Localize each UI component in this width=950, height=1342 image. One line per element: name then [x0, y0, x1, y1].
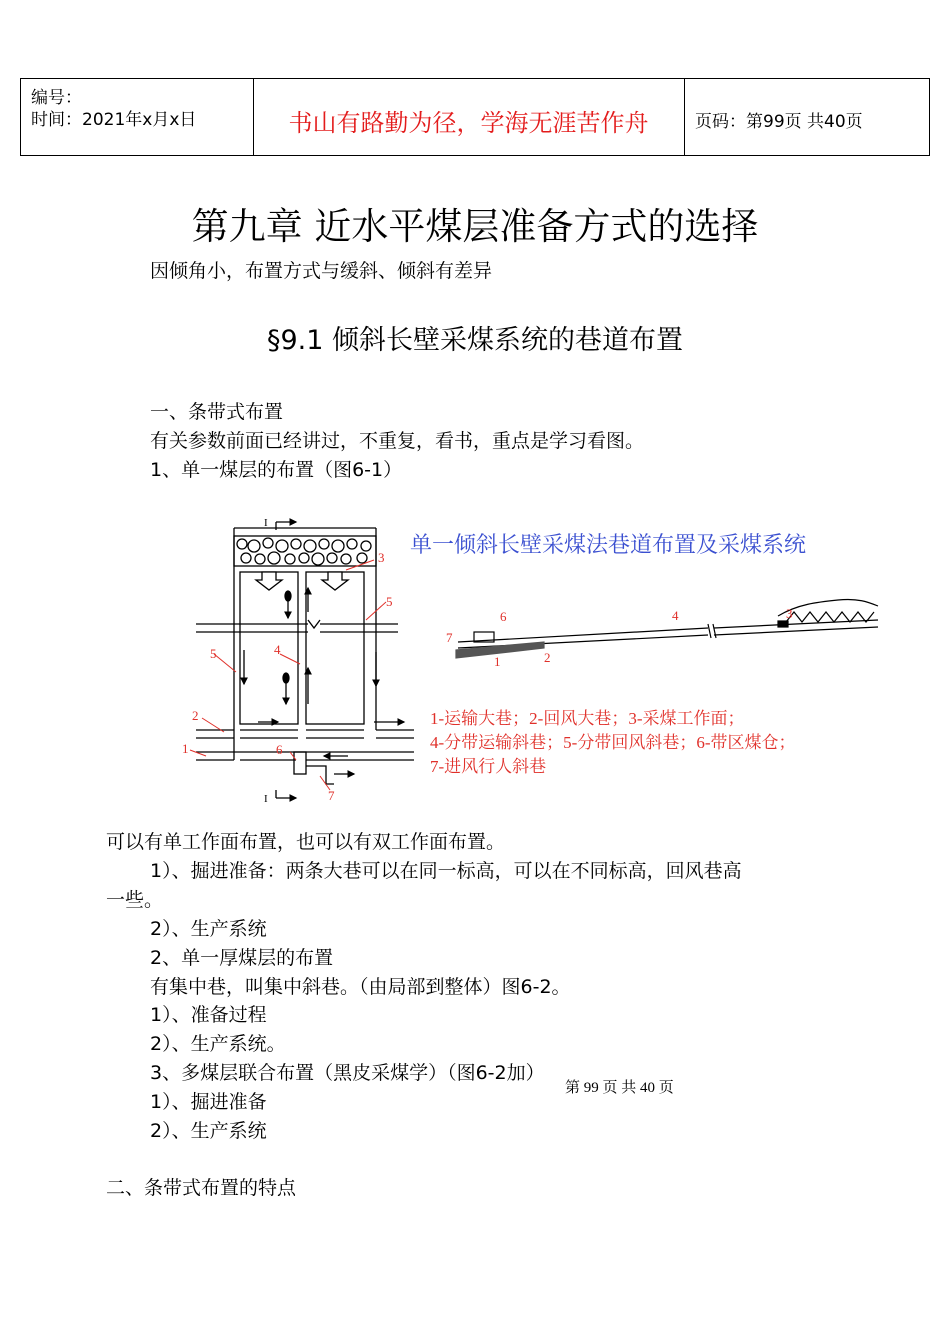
figure-roadway-layout — [178, 508, 898, 808]
sec-label-6: 6 — [500, 609, 507, 624]
label-7: 7 — [328, 788, 335, 803]
section-view-diagram — [456, 599, 878, 658]
subheading-single-seam: 1、单一煤层的布置（图6-1） — [150, 459, 403, 481]
figure-legend — [430, 709, 795, 776]
subheading-multi-seam: 3、多煤层联合布置（黑皮采煤学）（图6-2加） — [150, 1062, 545, 1084]
label-5a: 5 — [386, 594, 393, 609]
motto-text: 书山有路勤为径，学海无涯苦作舟 — [288, 109, 649, 137]
legend-line-1: 1-运输大巷；2-回风大巷；3-采煤工作面； — [430, 709, 745, 728]
label-1: 1 — [182, 741, 189, 756]
header-motto-cell — [253, 79, 685, 155]
legend-line-3: 7-进风行人斜巷 — [430, 757, 547, 776]
section-mark-bottom: I — [264, 793, 268, 805]
page-info: 页码：第99页 共40页 — [695, 112, 863, 132]
list-item: 1）、掘进准备 — [150, 1091, 267, 1113]
label-2: 2 — [192, 708, 199, 723]
label-3: 3 — [378, 550, 385, 565]
sec-label-7: 7 — [446, 630, 453, 645]
paragraph: 一些。 — [106, 889, 164, 911]
page-footer: 第 99 页 共 40 页 — [565, 1080, 674, 1096]
sec-label-1: 1 — [494, 654, 501, 669]
section-title: §9.1 倾斜长壁采煤系统的巷道布置 — [266, 325, 684, 356]
doc-time-label: 时间：2021年x月x日 — [31, 110, 197, 130]
section-labels — [446, 606, 793, 669]
paragraph: 1）、掘进准备：两条大巷可以在同一标高，可以在不同标高，回风巷高 — [150, 860, 742, 882]
doc-number-label: 编号： — [31, 88, 82, 108]
sec-label-3: 3 — [786, 606, 793, 621]
list-item: 2）、生产系统 — [150, 1120, 267, 1142]
sec-label-2: 2 — [544, 650, 551, 665]
heading-strip-layout: 一、条带式布置 — [150, 401, 284, 423]
paragraph: 有集中巷，叫集中斜巷。（由局部到整体）图6-2。 — [150, 976, 571, 998]
list-item: 2）、生产系统 — [150, 918, 267, 940]
legend-line-2: 4-分带运输斜巷；5-分带回风斜巷；6-带区煤仓； — [430, 733, 796, 752]
header-meta-cell — [21, 79, 254, 155]
header-table — [20, 78, 930, 156]
section-mark-top: I — [264, 517, 268, 529]
paragraph: 可以有单工作面布置，也可以有双工作面布置。 — [106, 831, 506, 853]
chapter-title: 第九章 近水平煤层准备方式的选择 — [191, 205, 759, 248]
paragraph: 有关参数前面已经讲过，不重复，看书，重点是学习看图。 — [150, 430, 645, 452]
label-5b: 5 — [210, 646, 217, 661]
list-item: 1）、准备过程 — [150, 1004, 267, 1026]
heading-strip-features: 二、条带式布置的特点 — [106, 1177, 297, 1199]
sec-label-4: 4 — [672, 608, 679, 623]
header-page-cell — [685, 79, 929, 155]
intro-text: 因倾角小，布置方式与缓斜、倾斜有差异 — [150, 260, 493, 282]
label-6: 6 — [276, 742, 283, 757]
figure-caption: 单一倾斜长壁采煤法巷道布置及采煤系统 — [410, 532, 807, 557]
list-item: 2）、生产系统。 — [150, 1033, 286, 1055]
label-4: 4 — [274, 642, 281, 657]
subheading-thick-seam: 2、单一厚煤层的布置 — [150, 947, 334, 969]
